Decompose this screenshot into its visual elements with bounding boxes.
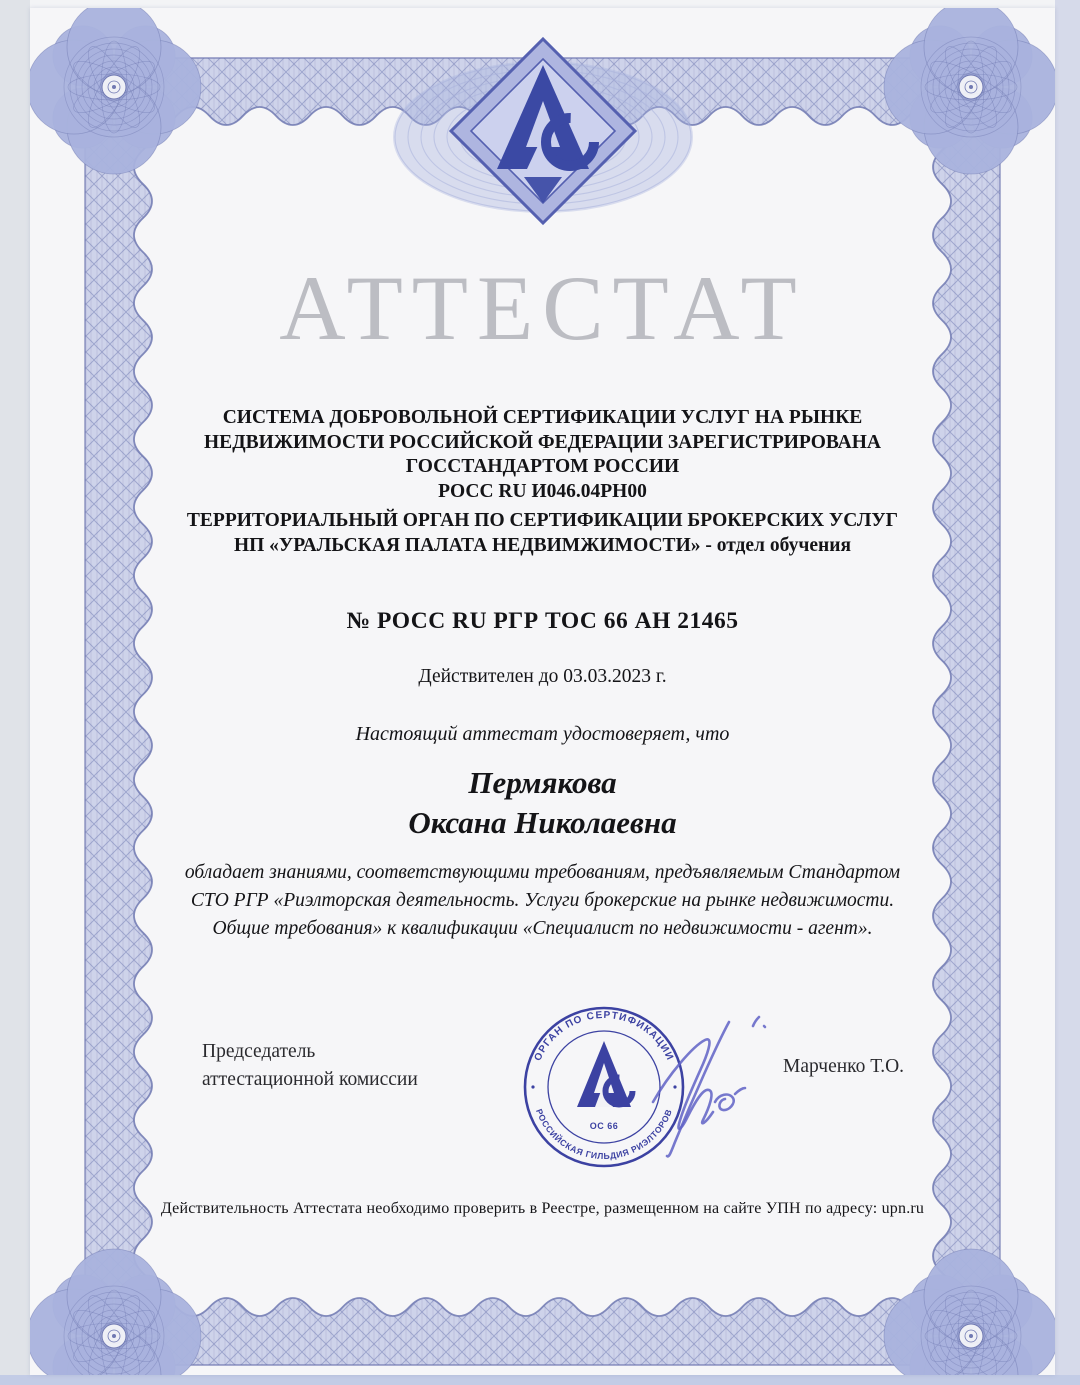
page-margin-right — [1055, 0, 1080, 1385]
handwritten-signature — [615, 1008, 775, 1168]
corner-rosette — [30, 8, 201, 174]
seal-separator-dot — [531, 1085, 534, 1088]
signer-role-line: Председатель — [202, 1041, 316, 1062]
corner-rosette — [884, 1249, 1055, 1375]
verification-note: Действительность Аттестата необходимо проверить в Реестре, размещенном на сайте УПН по адресу: upn.ru — [160, 1200, 925, 1217]
certificate-number: № РОСС RU РГР ТОС 66 АН 21465 — [346, 608, 739, 634]
registration-statement — [30, 406, 1055, 504]
validity-date: Действителен до 03.03.2023 г. — [418, 666, 667, 687]
holder-last-name: Пермякова — [468, 765, 617, 800]
qualification-line: СТО РГР «Риэлторская деятельность. Услуги брокерские на рынке недвижимости. — [190, 890, 895, 911]
registration-line: НЕДВИЖИМОСТИ РОССИЙСКОЙ ФЕДЕРАЦИИ ЗАРЕГИСТРИРОВАНА — [204, 431, 881, 453]
holder-name — [30, 763, 1055, 843]
signer-role-line: аттестационной комиссии — [202, 1069, 418, 1090]
statement-intro: Настоящий аттестат удостоверяет, что — [355, 723, 730, 745]
authority-line: НП «УРАЛЬСКАЯ ПАЛАТА НЕДВИМЖИМОСТИ» - отдел обучения — [233, 535, 852, 556]
seal-arc-bottom-text: РОССИЙСКАЯ ГИЛЬДИЯ РИЭЛТОРОВ — [533, 1107, 675, 1162]
seal-arc-top-text: ОРГАН ПО СЕРТИФИКАЦИИ — [532, 1009, 676, 1063]
qualification-line: обладает знаниями, соответствующими требованиям, предъявляемым Стандартом — [184, 862, 901, 883]
qualification-line: Общие требования» к квалификации «Специалист по недвижимости - агент». — [212, 918, 873, 939]
certificate-title: АТТЕСТАТ — [279, 257, 806, 359]
qualification-statement — [30, 859, 1055, 943]
signer-role — [202, 1038, 418, 1094]
holder-first-middle-name: Оксана Николаевна — [408, 805, 677, 840]
page-margin-left — [0, 0, 30, 1385]
certificate-document — [30, 8, 1055, 1375]
signer-name: Марченко Т.О. — [783, 1056, 905, 1077]
certifying-authority — [30, 508, 1055, 558]
seal-code: ОС 66 — [589, 1121, 619, 1131]
page-margin-bottom — [0, 1375, 1080, 1385]
registration-code: РОСС RU И046.04РН00 — [438, 480, 647, 502]
registration-line: ГОССТАНДАРТОМ РОССИИ — [405, 456, 680, 477]
corner-rosette — [884, 8, 1055, 174]
corner-rosette — [30, 1249, 201, 1375]
authority-line: ТЕРРИТОРИАЛЬНЫЙ ОРГАН ПО СЕРТИФИКАЦИИ БРОКЕРСКИХ УСЛУГ — [186, 510, 899, 531]
registration-line: СИСТЕМА ДОБРОВОЛЬНОЙ СЕРТИФИКАЦИИ УСЛУГ НА РЫНКЕ — [222, 407, 863, 428]
